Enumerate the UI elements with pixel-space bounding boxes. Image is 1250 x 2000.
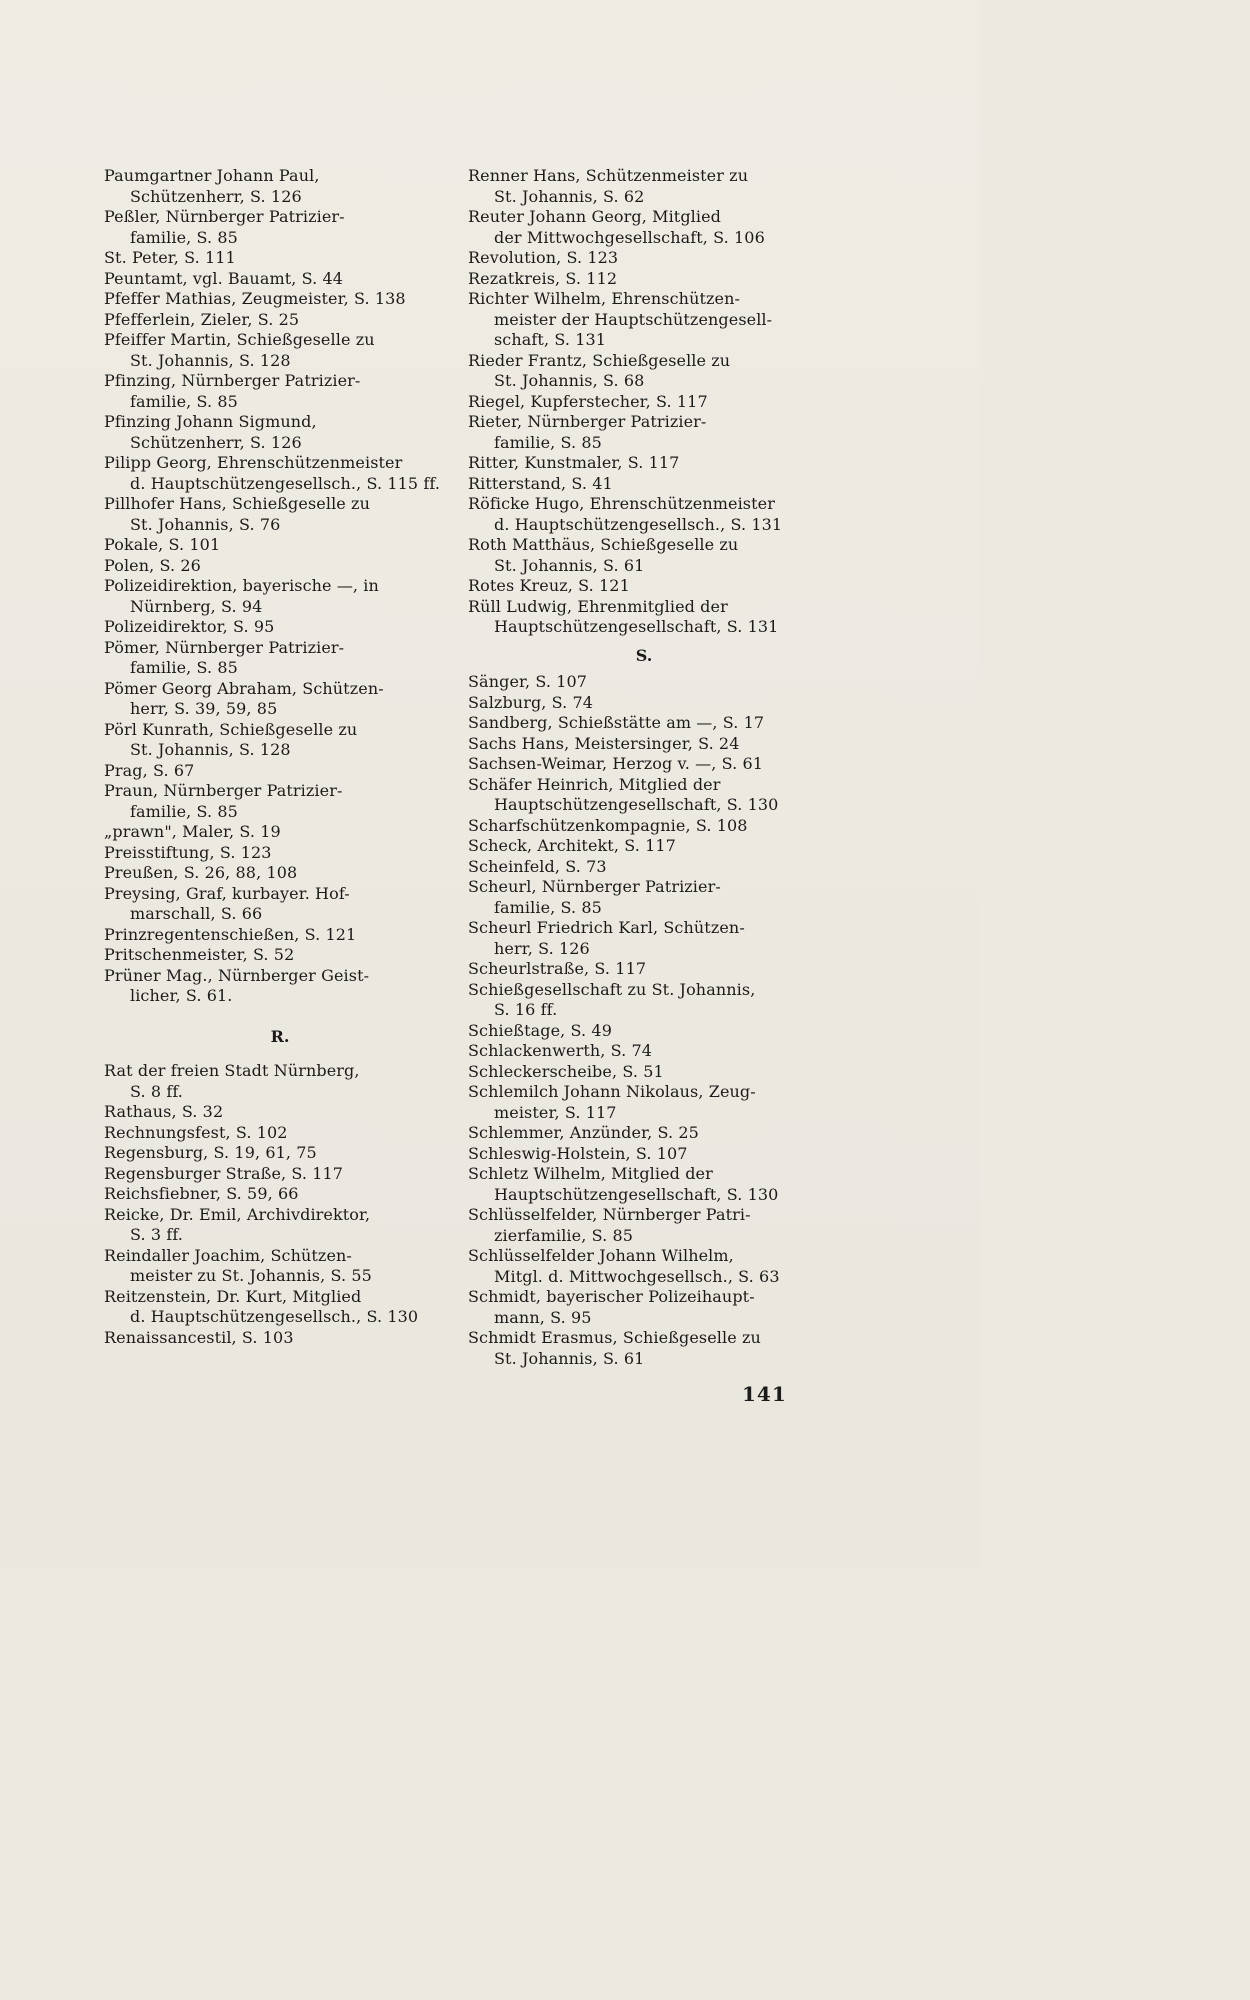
index-entry-text: Preußen, S. 26, 88, 108: [104, 863, 298, 882]
index-entry: [104, 289, 456, 310]
index-entry-text: Reuter Johann Georg, Mitglied der Mittwochgesellschaft, S. 106: [468, 207, 765, 247]
index-entry-text: Schießtage, S. 49: [468, 1020, 612, 1040]
page-number: 141: [742, 1382, 787, 1406]
index-entry: [104, 617, 456, 638]
index-entry: [468, 494, 820, 535]
index-entry: [104, 863, 456, 884]
index-entry: [468, 836, 820, 857]
index-entry-text: Schlüsselfelder Johann Wilhelm, Mitgl. d. Mittwochgesellsch., S. 63: [468, 1246, 780, 1286]
index-entry-text: Prüner Mag., Nürnberger Geist- licher, S. 61.: [104, 965, 370, 1005]
index-entry: [468, 918, 820, 959]
index-entry-text: „prawn", Maler, S. 19: [104, 822, 281, 841]
index-entry-text: Prinzregentenschießen, S. 121: [104, 924, 357, 944]
index-entry-text: Scheinfeld, S. 73: [468, 856, 607, 876]
index-entry: [104, 371, 456, 412]
index-entry-text: Sachs Hans, Meistersinger, S. 24: [468, 733, 740, 753]
index-entry: [104, 535, 456, 556]
entries-r-continued-list: [468, 166, 820, 638]
index-entry: [468, 1041, 820, 1062]
index-entry-text: Reicke, Dr. Emil, Archivdirektor, S. 3 ff.: [104, 1204, 371, 1244]
index-entry: [468, 597, 820, 638]
index-entry-text: Reitzenstein, Dr. Kurt, Mitglied d. Hauptschützengesellsch., S. 130: [104, 1286, 419, 1326]
index-entry: [468, 166, 820, 207]
index-entry: [468, 289, 820, 351]
index-entry-text: Ritterstand, S. 41: [468, 473, 613, 493]
index-entry: [468, 474, 820, 495]
index-entry-text: Schmidt, bayerischer Polizeihaupt- mann, S. 95: [468, 1287, 755, 1327]
index-entry: [468, 412, 820, 453]
index-entry-text: Renaissancestil, S. 103: [104, 1327, 294, 1347]
index-entry: [104, 1102, 456, 1123]
index-entry: [468, 1082, 820, 1123]
index-entry: [468, 1062, 820, 1083]
index-entry: [468, 269, 820, 290]
index-entry: [104, 207, 456, 248]
index-entry: [104, 1123, 456, 1144]
index-entry-text: Pfinzing, Nürnberger Patrizier- familie, S. 85: [104, 371, 361, 411]
index-entry-text: Schletz Wilhelm, Mitglied der Hauptschützengesellschaft, S. 130: [468, 1164, 779, 1204]
index-entry-text: Prag, S. 67: [104, 760, 195, 780]
index-entry-text: Rathaus, S. 32: [104, 1102, 224, 1121]
index-entry-text: Reindaller Joachim, Schützen- meister zu St. Johannis, S. 55: [104, 1245, 372, 1285]
index-entry-text: Rechnungsfest, S. 102: [104, 1122, 288, 1142]
index-entry-text: Rüll Ludwig, Ehrenmitglied der Hauptschützengesellschaft, S. 131: [468, 596, 779, 636]
index-entry: [468, 351, 820, 392]
index-entry-text: Paumgartner Johann Paul, Schützenherr, S. 126: [104, 166, 320, 206]
index-entry: [104, 945, 456, 966]
index-entry: [104, 1143, 456, 1164]
index-entry-text: Pömer Georg Abraham, Schützen- herr, S. 39, 59, 85: [104, 678, 384, 718]
index-entry: [104, 269, 456, 290]
index-entry-text: Schlemilch Johann Nikolaus, Zeug- meister, S. 117: [468, 1082, 756, 1122]
index-entry-text: Schäfer Heinrich, Mitglied der Hauptschützengesellschaft, S. 130: [468, 774, 779, 814]
spacer: [104, 1007, 456, 1027]
index-entry-text: Scharfschützenkompagnie, S. 108: [468, 815, 748, 835]
index-entry-text: Regensburger Straße, S. 117: [104, 1163, 344, 1183]
index-entry: [104, 248, 456, 269]
index-entry-text: Pömer, Nürnberger Patrizier- familie, S. 85: [104, 637, 345, 677]
index-entry-text: Sänger, S. 107: [468, 672, 588, 691]
index-entry-text: Schlüsselfelder, Nürnberger Patri- zierfamilie, S. 85: [468, 1205, 751, 1245]
index-entry-text: Scheck, Architekt, S. 117: [468, 836, 676, 855]
index-entry: [104, 761, 456, 782]
index-entry-text: Schießgesellschaft zu St. Johannis, S. 16 ff.: [468, 979, 756, 1019]
index-entry-text: Preysing, Graf, kurbayer. Hof- marschall, S. 66: [104, 883, 350, 923]
index-entry-text: Schlackenwerth, S. 74: [468, 1041, 653, 1060]
index-entry-text: Rieter, Nürnberger Patrizier- familie, S. 85: [468, 412, 707, 452]
index-entry: [468, 1287, 820, 1328]
index-entry: [104, 822, 456, 843]
index-entry: [104, 720, 456, 761]
index-entry: [104, 925, 456, 946]
entries-s-list: [468, 672, 820, 1369]
index-entry-text: Polizeidirektion, bayerische —, in Nürnberg, S. 94: [104, 576, 379, 616]
index-entry: [104, 576, 456, 617]
index-entry: [104, 638, 456, 679]
index-entry-text: Peuntamt, vgl. Bauamt, S. 44: [104, 268, 344, 288]
index-entry-text: Richter Wilhelm, Ehrenschützen- meister der Hauptschützengesell- schaft, S. 131: [468, 289, 773, 349]
index-entry-text: Roth Matthäus, Schießgeselle zu St. Johannis, S. 61: [468, 535, 739, 575]
index-entry-text: Schleckerscheibe, S. 51: [468, 1061, 664, 1081]
index-entry-text: Schlemmer, Anzünder, S. 25: [468, 1123, 699, 1142]
index-entry-text: Pfefferlein, Zieler, S. 25: [104, 309, 300, 329]
index-entry: [104, 1246, 456, 1287]
index-entry: [468, 576, 820, 597]
index-entry: [468, 980, 820, 1021]
index-entry-text: Preisstiftung, S. 123: [104, 842, 272, 862]
index-entry-text: Rezatkreis, S. 112: [468, 268, 618, 288]
index-entry: [468, 1328, 820, 1369]
index-entry-text: Sandberg, Schießstätte am —, S. 17: [468, 713, 765, 732]
index-entry-text: Rotes Kreuz, S. 121: [468, 576, 630, 595]
index-entry: [468, 453, 820, 474]
index-entry-text: Riegel, Kupferstecher, S. 117: [468, 391, 708, 411]
index-entry-text: Salzburg, S. 74: [468, 692, 594, 712]
index-entry: [468, 248, 820, 269]
index-entry: [468, 693, 820, 714]
index-entry: [468, 392, 820, 413]
index-entry-text: Regensburg, S. 19, 61, 75: [104, 1143, 317, 1162]
index-entry: [468, 1246, 820, 1287]
index-entry-text: Pfinzing Johann Sigmund, Schützenherr, S. 126: [104, 412, 317, 452]
index-entry: [468, 775, 820, 816]
index-entry: [468, 207, 820, 248]
index-entry-text: Renner Hans, Schützenmeister zu St. Johannis, S. 62: [468, 166, 749, 206]
index-entry-text: Pokale, S. 101: [104, 535, 221, 554]
spacer: [104, 1047, 456, 1061]
index-entry: [468, 1205, 820, 1246]
index-entry: [104, 166, 456, 207]
index-entry: [104, 679, 456, 720]
index-entry: [468, 754, 820, 775]
index-entry: [468, 1144, 820, 1165]
index-entry: [104, 453, 456, 494]
index-entry: [104, 966, 456, 1007]
index-entry-text: St. Peter, S. 111: [104, 248, 236, 267]
index-entry: [468, 857, 820, 878]
index-entry-text: Polen, S. 26: [104, 555, 201, 575]
index-entry-text: Scheurl Friedrich Karl, Schützen- herr, S. 126: [468, 918, 745, 958]
index-entry: [468, 877, 820, 918]
left-column: [104, 166, 456, 1348]
index-entry-text: Pfeiffer Martin, Schießgeselle zu St. Johannis, S. 128: [104, 330, 375, 370]
index-entry-text: Rieder Frantz, Schießgeselle zu St. Johannis, S. 68: [468, 350, 731, 390]
index-entry-text: Pilipp Georg, Ehrenschützenmeister d. Hauptschützengesellsch., S. 115 ff.: [104, 453, 441, 493]
index-entry-text: Revolution, S. 123: [468, 248, 619, 267]
index-entry-text: Reichsfiebner, S. 59, 66: [104, 1184, 299, 1203]
index-entry: [468, 1123, 820, 1144]
index-entry: [468, 672, 820, 693]
index-entry-text: Scheurlstraße, S. 117: [468, 959, 647, 978]
index-entry: [468, 1164, 820, 1205]
index-entry-text: Röficke Hugo, Ehrenschützenmeister d. Hauptschützengesellsch., S. 131: [468, 494, 783, 534]
entries-p-list: [104, 166, 456, 1007]
index-entry: [104, 1205, 456, 1246]
index-entry-text: Schleswig-Holstein, S. 107: [468, 1143, 688, 1163]
index-entry-text: Pfeffer Mathias, Zeugmeister, S. 138: [104, 289, 406, 308]
index-entry: [104, 330, 456, 371]
index-entry: [468, 816, 820, 837]
index-entry-text: Pörl Kunrath, Schießgeselle zu St. Johannis, S. 128: [104, 719, 358, 759]
index-entry-text: Rat der freien Stadt Nürnberg, S. 8 ff.: [104, 1061, 360, 1101]
section-letter-r: R.: [270, 1026, 290, 1046]
index-entry-text: Ritter, Kunstmaler, S. 117: [468, 453, 680, 472]
index-entry: [104, 556, 456, 577]
index-entry: [468, 959, 820, 980]
index-entry: [468, 734, 820, 755]
section-letter-s: S.: [635, 645, 653, 665]
index-entry: [468, 1021, 820, 1042]
index-entry: [104, 884, 456, 925]
entries-r-list: [104, 1061, 456, 1348]
index-entry: [468, 535, 820, 576]
index-entry-text: Scheurl, Nürnberger Patrizier- familie, S. 85: [468, 877, 721, 917]
index-entry: [104, 1061, 456, 1102]
index-entry-text: Schmidt Erasmus, Schießgeselle zu St. Johannis, S. 61: [468, 1328, 761, 1368]
index-entry-text: Pritschenmeister, S. 52: [104, 945, 295, 964]
index-entry: [104, 494, 456, 535]
index-entry: [104, 1287, 456, 1328]
index-entry-text: Pillhofer Hans, Schießgeselle zu St. Johannis, S. 76: [104, 494, 370, 534]
index-entry: [104, 1184, 456, 1205]
index-entry: [104, 412, 456, 453]
right-column: [468, 166, 820, 1369]
index-entry: [104, 1328, 456, 1349]
index-entry: [468, 713, 820, 734]
index-entry-text: Polizeidirektor, S. 95: [104, 617, 275, 636]
index-entry: [104, 843, 456, 864]
index-entry-text: Peßler, Nürnberger Patrizier- familie, S. 85: [104, 207, 345, 247]
index-entry-text: Sachsen-Weimar, Herzog v. —, S. 61: [468, 754, 764, 773]
spacer: [468, 638, 820, 646]
index-entry: [104, 310, 456, 331]
index-entry-text: Praun, Nürnberger Patrizier- familie, S. 85: [104, 781, 343, 821]
index-entry: [104, 781, 456, 822]
index-entry: [104, 1164, 456, 1185]
